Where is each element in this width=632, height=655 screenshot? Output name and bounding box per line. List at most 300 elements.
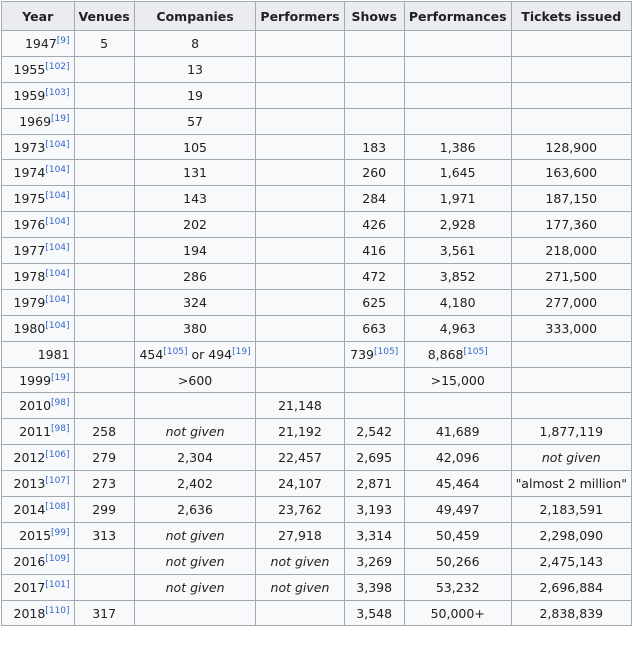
citation-link[interactable]: [105] bbox=[463, 346, 488, 357]
table-row bbox=[2, 497, 632, 523]
cell-venues bbox=[74, 212, 134, 238]
header-shows[interactable]: Shows bbox=[344, 2, 404, 31]
tickets-value: 2,696,884 bbox=[539, 579, 604, 595]
cell-year bbox=[2, 393, 75, 419]
performances-value: 50,459 bbox=[435, 527, 480, 543]
performances-value: 42,096 bbox=[435, 450, 480, 466]
cell-performances bbox=[404, 238, 511, 264]
citation-link[interactable]: [98] bbox=[51, 424, 70, 435]
cell-year bbox=[2, 186, 75, 212]
cell-venues: 313 bbox=[74, 522, 134, 548]
year-value: 2018 bbox=[13, 605, 46, 621]
citation-link[interactable]: [108] bbox=[45, 501, 70, 512]
performers-value: not given bbox=[270, 553, 330, 569]
tickets-value: 163,600 bbox=[545, 165, 598, 181]
cell-performers bbox=[256, 238, 344, 264]
year-value: 2013 bbox=[13, 476, 46, 492]
tickets-value: 187,150 bbox=[545, 191, 598, 207]
year-value: 1974 bbox=[13, 165, 46, 181]
cell-performers bbox=[256, 548, 344, 574]
cell-tickets-issued bbox=[511, 471, 631, 497]
cell-venues: 5 bbox=[74, 31, 134, 57]
shows-value: 625 bbox=[362, 294, 387, 310]
cell-tickets-issued bbox=[511, 574, 631, 600]
tickets-value: 1,877,119 bbox=[539, 424, 604, 440]
cell-venues bbox=[74, 160, 134, 186]
cell-companies bbox=[134, 419, 256, 445]
header-performers[interactable]: Performers bbox=[256, 2, 344, 31]
cell-year bbox=[2, 238, 75, 264]
year-value: 1955 bbox=[13, 61, 46, 77]
cell-tickets-issued bbox=[511, 56, 631, 82]
cell-shows bbox=[344, 160, 404, 186]
cell-year bbox=[2, 315, 75, 341]
cell-performances bbox=[404, 212, 511, 238]
table-row bbox=[2, 445, 632, 471]
cell-shows bbox=[344, 419, 404, 445]
cell-performances bbox=[404, 600, 511, 626]
performances-value: 50,000+ bbox=[430, 605, 485, 621]
cell-venues: 279 bbox=[74, 445, 134, 471]
cell-tickets-issued bbox=[511, 497, 631, 523]
table-row bbox=[2, 419, 632, 445]
shows-value: 3,314 bbox=[356, 527, 393, 543]
cell-shows bbox=[344, 367, 404, 393]
cell-companies bbox=[134, 108, 256, 134]
performers-value: 24,107 bbox=[278, 476, 322, 492]
year-value: 1979 bbox=[13, 294, 46, 310]
table-row bbox=[2, 186, 632, 212]
cell-companies bbox=[134, 393, 256, 419]
cell-performers bbox=[256, 134, 344, 160]
cell-shows bbox=[344, 56, 404, 82]
header-tickets-issued[interactable]: Tickets issued bbox=[511, 2, 631, 31]
cell-year bbox=[2, 471, 75, 497]
cell-year bbox=[2, 341, 75, 367]
cell-venues bbox=[74, 289, 134, 315]
statistics-table bbox=[1, 1, 632, 626]
header-performances[interactable]: Performances bbox=[404, 2, 511, 31]
citation-link[interactable]: [9] bbox=[56, 35, 70, 46]
cell-companies bbox=[134, 31, 256, 57]
cell-companies bbox=[134, 341, 256, 367]
companies-value: 105 bbox=[183, 139, 207, 155]
tickets-value: 128,900 bbox=[545, 139, 598, 155]
cell-companies bbox=[134, 238, 256, 264]
cell-performances bbox=[404, 393, 511, 419]
performances-value: 41,689 bbox=[435, 424, 480, 440]
shows-value: 3,398 bbox=[356, 579, 393, 595]
cell-venues bbox=[74, 574, 134, 600]
year-value: 2014 bbox=[13, 501, 46, 517]
citation-link[interactable]: [105] bbox=[374, 346, 399, 357]
shows-value: 2,542 bbox=[356, 424, 393, 440]
cell-companies bbox=[134, 160, 256, 186]
cell-performers bbox=[256, 186, 344, 212]
cell-shows bbox=[344, 186, 404, 212]
cell-shows bbox=[344, 264, 404, 290]
cell-venues: 273 bbox=[74, 471, 134, 497]
table-row bbox=[2, 341, 632, 367]
table-row bbox=[2, 56, 632, 82]
citation-link[interactable]: [109] bbox=[45, 553, 70, 564]
shows-value: 2,871 bbox=[356, 476, 393, 492]
cell-tickets-issued bbox=[511, 393, 631, 419]
cell-performers bbox=[256, 574, 344, 600]
shows-value: 284 bbox=[362, 191, 387, 207]
cell-shows bbox=[344, 522, 404, 548]
cell-shows bbox=[344, 315, 404, 341]
citation-link[interactable]: [102] bbox=[45, 61, 70, 72]
cell-year bbox=[2, 367, 75, 393]
cell-year bbox=[2, 548, 75, 574]
shows-value: 739 bbox=[350, 346, 375, 362]
cell-companies bbox=[134, 289, 256, 315]
cell-performances bbox=[404, 574, 511, 600]
citation-link[interactable]: [104] bbox=[45, 165, 70, 176]
cell-shows bbox=[344, 212, 404, 238]
citation-link[interactable]: [104] bbox=[45, 191, 70, 202]
companies-value: 2,402 bbox=[177, 476, 213, 492]
companies-alt-value: or 494 bbox=[187, 346, 233, 362]
table-row bbox=[2, 289, 632, 315]
cell-venues bbox=[74, 393, 134, 419]
cell-shows bbox=[344, 471, 404, 497]
cell-shows bbox=[344, 393, 404, 419]
year-value: 2010 bbox=[19, 398, 52, 414]
cell-performances bbox=[404, 419, 511, 445]
performances-value: 53,232 bbox=[435, 579, 480, 595]
header-row bbox=[2, 2, 632, 31]
cell-performers bbox=[256, 289, 344, 315]
cell-performances bbox=[404, 548, 511, 574]
performances-value: 3,852 bbox=[439, 268, 476, 284]
cell-performances bbox=[404, 315, 511, 341]
companies-value: 324 bbox=[183, 294, 207, 310]
shows-value: 3,193 bbox=[356, 501, 393, 517]
table-row bbox=[2, 471, 632, 497]
table-row bbox=[2, 393, 632, 419]
cell-shows bbox=[344, 600, 404, 626]
cell-performers bbox=[256, 108, 344, 134]
cell-venues bbox=[74, 82, 134, 108]
year-value: 1976 bbox=[13, 217, 46, 233]
cell-performers bbox=[256, 341, 344, 367]
cell-shows bbox=[344, 238, 404, 264]
cell-companies bbox=[134, 548, 256, 574]
cell-companies bbox=[134, 56, 256, 82]
companies-value: 57 bbox=[187, 113, 204, 129]
tickets-value: "almost 2 million" bbox=[515, 476, 627, 492]
table-row bbox=[2, 367, 632, 393]
cell-year bbox=[2, 212, 75, 238]
year-value: 2012 bbox=[13, 450, 46, 466]
cell-performers bbox=[256, 600, 344, 626]
cell-venues bbox=[74, 56, 134, 82]
performances-value: 8,868 bbox=[427, 346, 464, 362]
cell-performances bbox=[404, 497, 511, 523]
cell-venues: 317 bbox=[74, 600, 134, 626]
cell-tickets-issued bbox=[511, 341, 631, 367]
cell-companies bbox=[134, 471, 256, 497]
performances-value: 1,971 bbox=[439, 191, 476, 207]
performances-value: 1,645 bbox=[439, 165, 476, 181]
companies-value: not given bbox=[165, 579, 225, 595]
cell-tickets-issued bbox=[511, 134, 631, 160]
cell-shows bbox=[344, 289, 404, 315]
cell-companies bbox=[134, 497, 256, 523]
year-value: 1975 bbox=[13, 191, 46, 207]
year-value: 1973 bbox=[13, 139, 46, 155]
citation-link[interactable]: [104] bbox=[45, 294, 70, 305]
citation-link[interactable]: [110] bbox=[45, 605, 70, 616]
cell-performances bbox=[404, 445, 511, 471]
cell-performances bbox=[404, 186, 511, 212]
cell-year bbox=[2, 497, 75, 523]
tickets-value: not given bbox=[541, 450, 601, 466]
cell-performances bbox=[404, 522, 511, 548]
table-row bbox=[2, 600, 632, 626]
citation-link[interactable]: [19] bbox=[51, 113, 70, 124]
cell-shows bbox=[344, 548, 404, 574]
cell-tickets-issued bbox=[511, 82, 631, 108]
cell-performers bbox=[256, 82, 344, 108]
table-row bbox=[2, 134, 632, 160]
cell-year bbox=[2, 160, 75, 186]
tickets-value: 2,298,090 bbox=[539, 527, 604, 543]
cell-shows bbox=[344, 108, 404, 134]
table-row bbox=[2, 108, 632, 134]
year-value: 1959 bbox=[13, 87, 46, 103]
cell-performers bbox=[256, 212, 344, 238]
performances-value: 4,180 bbox=[439, 294, 476, 310]
cell-venues bbox=[74, 186, 134, 212]
cell-venues: 258 bbox=[74, 419, 134, 445]
cell-tickets-issued bbox=[511, 548, 631, 574]
performers-value: 22,457 bbox=[278, 450, 322, 466]
cell-venues bbox=[74, 367, 134, 393]
cell-performances bbox=[404, 82, 511, 108]
companies-value: 13 bbox=[187, 61, 204, 77]
cell-performers bbox=[256, 56, 344, 82]
tickets-value: 218,000 bbox=[545, 243, 598, 259]
cell-venues bbox=[74, 108, 134, 134]
cell-performances bbox=[404, 108, 511, 134]
cell-venues bbox=[74, 264, 134, 290]
tickets-value: 277,000 bbox=[545, 294, 598, 310]
companies-value: 194 bbox=[183, 243, 207, 259]
cell-year bbox=[2, 56, 75, 82]
citation-link[interactable]: [104] bbox=[45, 139, 70, 150]
cell-performances bbox=[404, 160, 511, 186]
table-row bbox=[2, 264, 632, 290]
cell-companies bbox=[134, 186, 256, 212]
cell-performers bbox=[256, 160, 344, 186]
table-row bbox=[2, 31, 632, 57]
cell-venues bbox=[74, 341, 134, 367]
citation-link[interactable]: [99] bbox=[51, 527, 70, 538]
citation-link[interactable]: [107] bbox=[45, 475, 70, 486]
cell-year bbox=[2, 522, 75, 548]
cell-tickets-issued bbox=[511, 419, 631, 445]
cell-tickets-issued bbox=[511, 264, 631, 290]
cell-shows bbox=[344, 82, 404, 108]
cell-tickets-issued bbox=[511, 212, 631, 238]
cell-performers bbox=[256, 367, 344, 393]
companies-value: 2,636 bbox=[177, 501, 213, 517]
cell-year bbox=[2, 289, 75, 315]
tickets-value: 333,000 bbox=[545, 320, 598, 336]
citation-link[interactable]: [104] bbox=[45, 217, 70, 228]
citation-link[interactable]: [104] bbox=[45, 268, 70, 279]
header-venues[interactable]: Venues bbox=[74, 2, 134, 31]
performers-value: 23,762 bbox=[278, 501, 322, 517]
shows-value: 260 bbox=[362, 165, 387, 181]
cell-companies bbox=[134, 315, 256, 341]
performances-value: 2,928 bbox=[439, 217, 476, 233]
performances-value: 49,497 bbox=[435, 501, 480, 517]
cell-year bbox=[2, 264, 75, 290]
tickets-value: 177,360 bbox=[545, 217, 598, 233]
cell-performances bbox=[404, 341, 511, 367]
table-row bbox=[2, 522, 632, 548]
year-value: 2011 bbox=[19, 424, 52, 440]
cell-tickets-issued bbox=[511, 186, 631, 212]
performers-value: 21,148 bbox=[278, 398, 322, 414]
cell-venues bbox=[74, 134, 134, 160]
companies-value: 286 bbox=[183, 268, 207, 284]
cell-performers bbox=[256, 264, 344, 290]
header-year[interactable]: Year bbox=[2, 2, 75, 31]
table-row bbox=[2, 238, 632, 264]
companies-value: 19 bbox=[187, 87, 204, 103]
cell-year bbox=[2, 600, 75, 626]
companies-value: 454 bbox=[139, 346, 164, 362]
cell-tickets-issued bbox=[511, 445, 631, 471]
tickets-value: 271,500 bbox=[545, 268, 598, 284]
shows-value: 416 bbox=[362, 243, 387, 259]
cell-performers bbox=[256, 471, 344, 497]
companies-value: 2,304 bbox=[177, 450, 213, 466]
cell-tickets-issued bbox=[511, 160, 631, 186]
cell-shows bbox=[344, 497, 404, 523]
cell-tickets-issued bbox=[511, 522, 631, 548]
shows-value: 3,548 bbox=[356, 605, 393, 621]
citation-link[interactable]: [104] bbox=[45, 320, 70, 331]
companies-value: not given bbox=[165, 553, 225, 569]
table-row bbox=[2, 212, 632, 238]
cell-year bbox=[2, 31, 75, 57]
cell-performances bbox=[404, 264, 511, 290]
citation-link[interactable]: [104] bbox=[45, 242, 70, 253]
shows-value: 472 bbox=[362, 268, 387, 284]
table-row bbox=[2, 548, 632, 574]
citation-link[interactable]: [19] bbox=[232, 346, 251, 357]
performances-value: 3,561 bbox=[439, 243, 476, 259]
performers-value: 21,192 bbox=[278, 424, 322, 440]
citation-link[interactable]: [19] bbox=[51, 372, 70, 383]
shows-value: 2,695 bbox=[356, 450, 393, 466]
year-value: 2017 bbox=[13, 579, 46, 595]
performers-value: not given bbox=[270, 579, 330, 595]
year-value: 1977 bbox=[13, 243, 46, 259]
shows-value: 663 bbox=[362, 320, 387, 336]
cell-companies bbox=[134, 134, 256, 160]
cell-venues bbox=[74, 548, 134, 574]
companies-value: 143 bbox=[183, 191, 207, 207]
cell-companies bbox=[134, 522, 256, 548]
cell-shows bbox=[344, 574, 404, 600]
cell-year bbox=[2, 445, 75, 471]
cell-companies bbox=[134, 367, 256, 393]
companies-value: 131 bbox=[183, 165, 207, 181]
citation-link[interactable]: [103] bbox=[45, 87, 70, 98]
shows-value: 426 bbox=[362, 217, 387, 233]
year-value: 1969 bbox=[19, 113, 52, 129]
cell-performers bbox=[256, 419, 344, 445]
cell-year bbox=[2, 134, 75, 160]
performances-value: >15,000 bbox=[430, 372, 485, 388]
citation-link[interactable]: [105] bbox=[163, 346, 188, 357]
cell-tickets-issued bbox=[511, 600, 631, 626]
performances-value: 50,266 bbox=[435, 553, 480, 569]
cell-shows bbox=[344, 445, 404, 471]
shows-value: 183 bbox=[362, 139, 387, 155]
citation-link[interactable]: [106] bbox=[45, 450, 70, 461]
cell-performances bbox=[404, 56, 511, 82]
cell-performers bbox=[256, 522, 344, 548]
cell-performances bbox=[404, 289, 511, 315]
cell-tickets-issued bbox=[511, 31, 631, 57]
cell-venues bbox=[74, 238, 134, 264]
year-value: 2016 bbox=[13, 553, 46, 569]
cell-shows bbox=[344, 341, 404, 367]
companies-value: >600 bbox=[177, 372, 213, 388]
cell-performers bbox=[256, 393, 344, 419]
citation-link[interactable]: [98] bbox=[51, 398, 70, 409]
cell-performances bbox=[404, 134, 511, 160]
cell-companies bbox=[134, 82, 256, 108]
cell-venues: 299 bbox=[74, 497, 134, 523]
table-row bbox=[2, 315, 632, 341]
cell-tickets-issued bbox=[511, 108, 631, 134]
cell-performances bbox=[404, 367, 511, 393]
cell-performances bbox=[404, 471, 511, 497]
cell-tickets-issued bbox=[511, 315, 631, 341]
year-value: 1981 bbox=[37, 346, 70, 362]
performances-value: 1,386 bbox=[439, 139, 476, 155]
tickets-value: 2,838,839 bbox=[539, 605, 604, 621]
cell-performers bbox=[256, 315, 344, 341]
cell-companies bbox=[134, 445, 256, 471]
cell-tickets-issued bbox=[511, 238, 631, 264]
cell-companies bbox=[134, 574, 256, 600]
year-value: 1947 bbox=[24, 35, 57, 51]
citation-link[interactable]: [101] bbox=[45, 579, 70, 590]
header-companies[interactable]: Companies bbox=[134, 2, 256, 31]
cell-performances bbox=[404, 31, 511, 57]
cell-venues bbox=[74, 315, 134, 341]
table-row bbox=[2, 160, 632, 186]
cell-performers bbox=[256, 445, 344, 471]
year-value: 1980 bbox=[13, 320, 46, 336]
cell-companies bbox=[134, 212, 256, 238]
cell-shows bbox=[344, 31, 404, 57]
tickets-value: 2,183,591 bbox=[539, 501, 604, 517]
year-value: 2015 bbox=[19, 527, 52, 543]
cell-companies bbox=[134, 264, 256, 290]
performances-value: 4,963 bbox=[439, 320, 476, 336]
